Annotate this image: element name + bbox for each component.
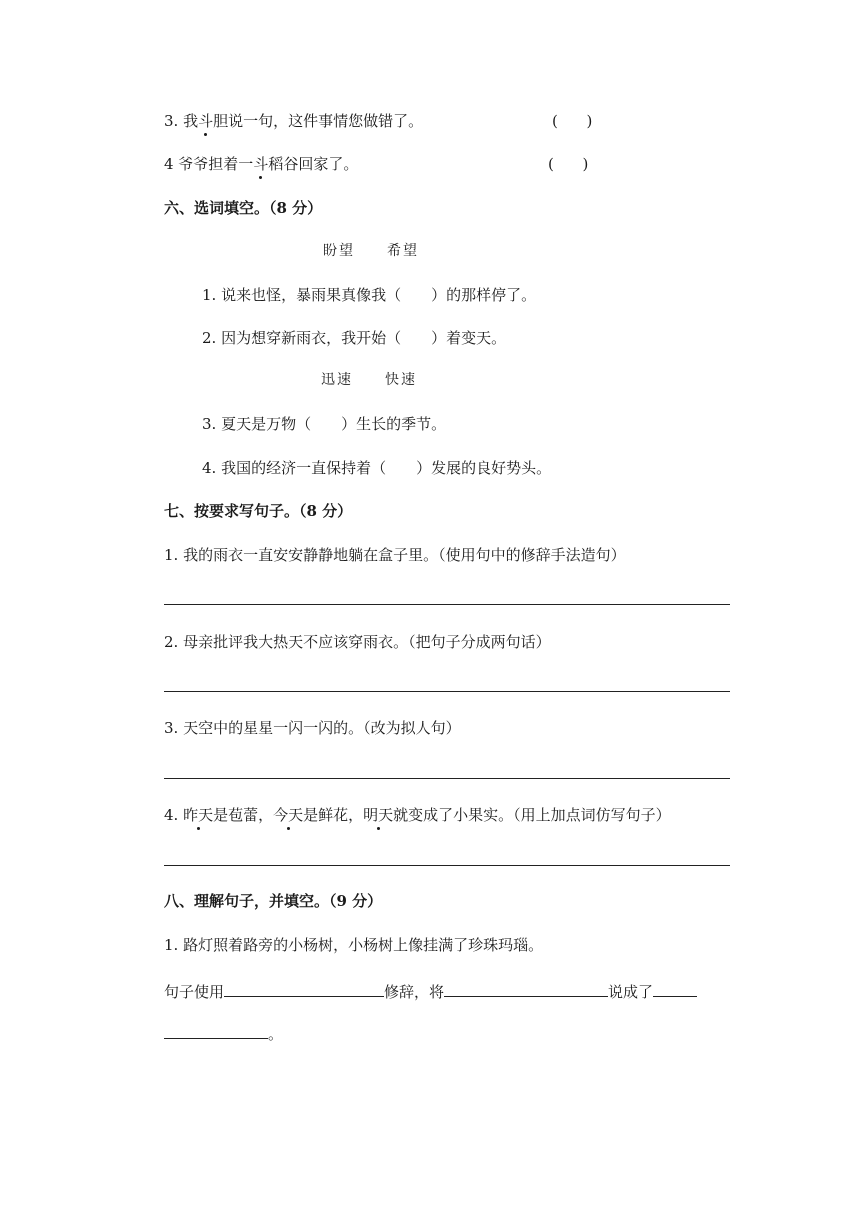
dotted-word: 明天	[363, 806, 394, 824]
section-6-heading: 六、选词填空。（8 分）	[164, 199, 323, 217]
section-7-heading: 七、按要求写句子。（8 分）	[164, 502, 353, 520]
fill-in-continuation: 。	[164, 1022, 283, 1045]
question-6-2: 2. 因为想穿新雨衣，我开始（ ）着变天。	[202, 329, 507, 347]
question-7-3: 3. 天空中的星星一闪一闪的。（改为拟人句）	[164, 719, 461, 737]
item-5-3: 3. 我斗胆说一句，这件事情您做错了。	[164, 112, 424, 130]
question-7-4: 4. 昨天是苞蕾，今天是鲜花，明天就变成了小果实。（用上加点词仿写句子）	[164, 806, 671, 824]
fill-blank-rhetoric[interactable]	[224, 980, 384, 997]
dotted-word: 今天	[273, 806, 304, 824]
dotted-word: 昨天	[183, 806, 214, 824]
answer-line-7-4[interactable]	[164, 865, 730, 866]
fill-blank-subject[interactable]	[444, 980, 608, 997]
fill-in-sentence: 句子使用 修辞，将 说成了	[164, 980, 697, 1003]
question-7-2: 2. 母亲批评我大热天不应该穿雨衣。（把句子分成两句话）	[164, 633, 551, 651]
word-choices-1	[323, 241, 419, 261]
section-8-heading: 八、理解句子，并填空。（9 分）	[164, 892, 383, 910]
fill-blank-object-cont[interactable]	[164, 1022, 268, 1039]
answer-line-7-2[interactable]	[164, 691, 730, 692]
question-6-4: 4. 我国的经济一直保持着（ ）发展的良好势头。	[202, 459, 552, 477]
word-choice: 快速	[385, 372, 417, 388]
question-7-1: 1. 我的雨衣一直安安静静地躺在盒子里。（使用句中的修辞手法造句）	[164, 546, 626, 564]
fill-blank-object[interactable]	[653, 980, 697, 997]
dotted-char: 斗	[198, 112, 214, 130]
question-8-1: 1. 路灯照着路旁的小杨树，小杨树上像挂满了珍珠玛瑙。	[164, 936, 544, 954]
question-6-1: 1. 说来也怪，暴雨果真像我（ ）的那样停了。	[202, 286, 537, 304]
dotted-char: 斗	[253, 155, 269, 173]
word-choice: 希望	[387, 243, 419, 259]
item-5-4: 4 爷爷担着一斗稻谷回家了。	[164, 155, 359, 173]
word-choice: 迅速	[321, 372, 353, 388]
question-6-3: 3. 夏天是万物（ ）生长的季节。	[202, 415, 447, 433]
answer-line-7-1[interactable]	[164, 604, 730, 605]
answer-paren-5-3[interactable]: ( )	[552, 112, 593, 130]
answer-paren-5-4[interactable]: ( )	[548, 155, 589, 173]
word-choices-2	[321, 370, 417, 390]
word-choice: 盼望	[323, 243, 355, 259]
answer-line-7-3[interactable]	[164, 778, 730, 779]
